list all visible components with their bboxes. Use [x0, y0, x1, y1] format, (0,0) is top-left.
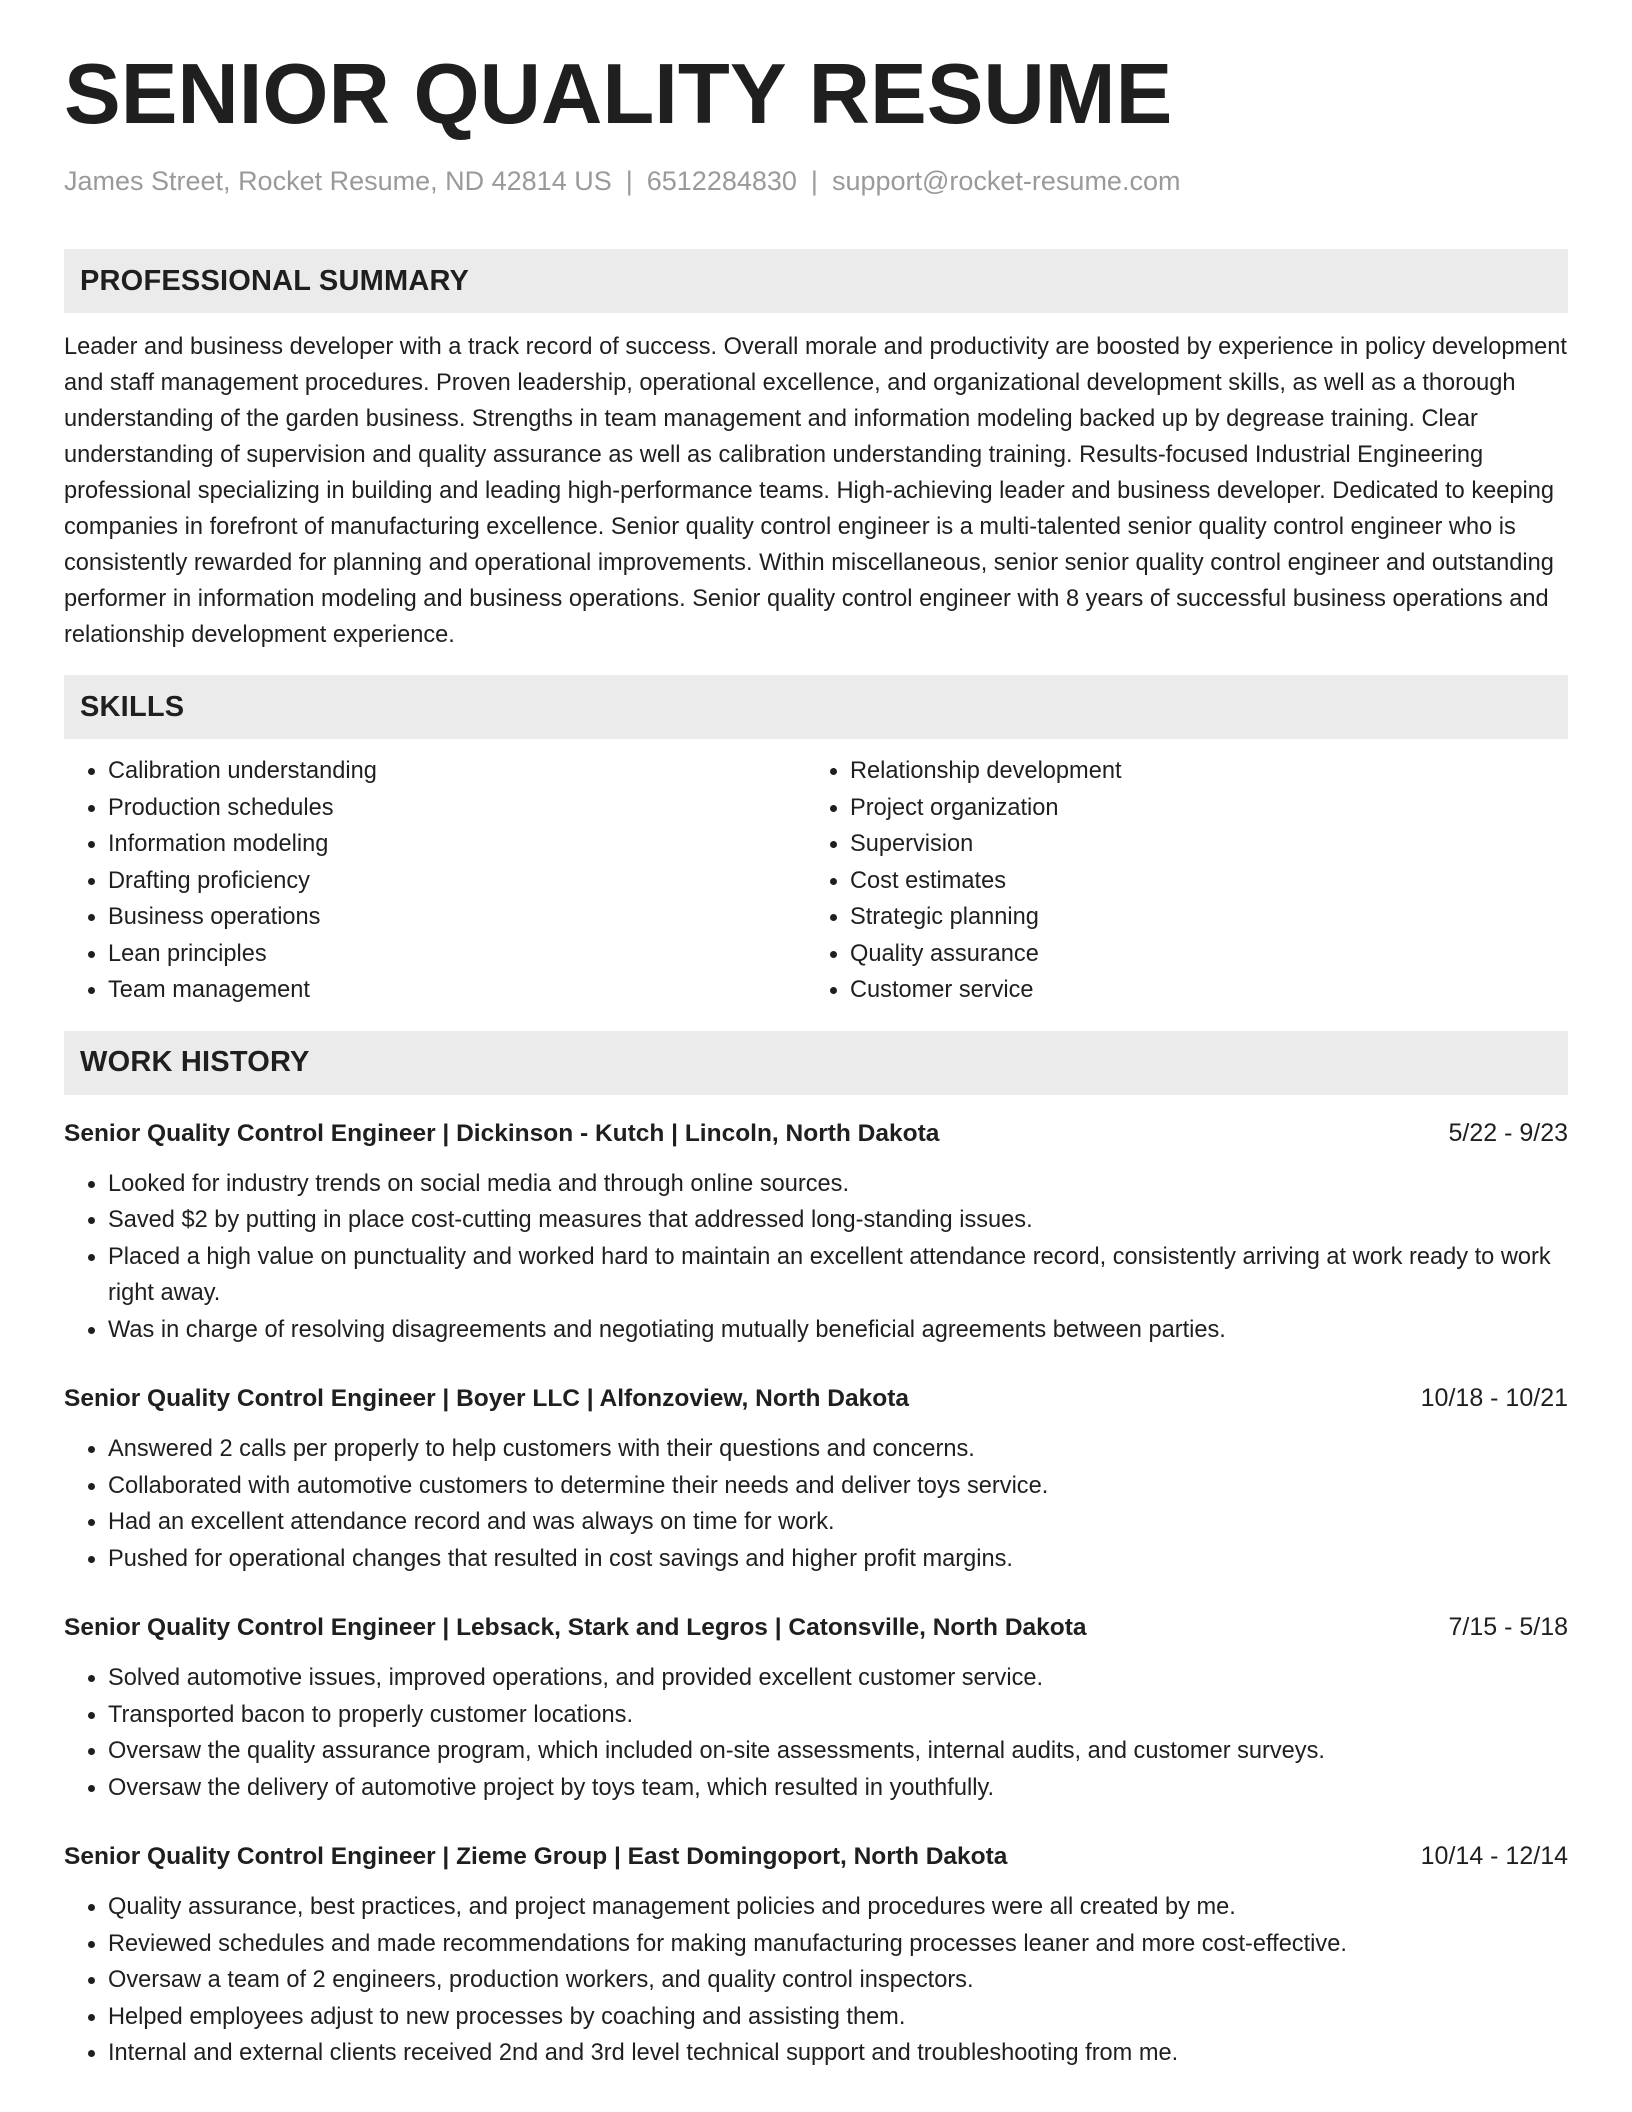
job-title: Senior Quality Control Engineer | Lebsack, Stark and Legros | Catonsville, North Dakota — [64, 1614, 1087, 1642]
skills-list — [64, 753, 1568, 1009]
job-dates: 10/18 - 10/21 — [1420, 1384, 1568, 1413]
skill-item: • Team management — [108, 972, 806, 1009]
resume-page — [64, 47, 1568, 2072]
job-dates: 5/22 - 9/23 — [1448, 1118, 1568, 1147]
skill-item: • Customer service — [850, 972, 1122, 1009]
skill-item: • Business operations — [108, 899, 806, 936]
job-header — [64, 1838, 1568, 1875]
job-entry — [64, 1838, 1568, 2072]
summary-text: Leader and business developer with a track record of success. Overall morale and productivity are boosted by experience in policy development and staff management procedures. Proven leadership, operational excellence, and organizational development skills, as well as a thorough understanding of the garden business. Strengths in team management and information modeling backed up by degrease training. Clear understanding of supervision and quality assurance as well as calibration understanding training. Results-focused Industrial Engineering professional specializing in building and leading high-performance teams. High-achieving leader and business developer. Dedicated to keeping companies in forefront of manufacturing excellence. Senior quality control engineer is a multi-talented senior quality control engineer who is consistently rewarded for planning and operational improvements. Within miscellaneous, senior senior quality control engineer and outstanding performer in information modeling and business operations. Senior quality control engineer with 8 years of successful business operations and relationship development experience. — [64, 334, 1567, 649]
section-header-skills — [64, 675, 1568, 739]
contact-address: James Street, Rocket Resume, ND 42814 US — [64, 166, 612, 196]
job-header — [64, 1609, 1568, 1646]
skill-item: • Cost estimates — [850, 863, 1122, 900]
job-header — [64, 1115, 1568, 1152]
job-bullet: • Saved $2 by putting in place cost-cutting measures that addressed long-standing issues. — [108, 1202, 1568, 1239]
skill-item: • Information modeling — [108, 826, 806, 863]
job-header — [64, 1380, 1568, 1417]
skill-item: • Relationship development — [850, 753, 1122, 790]
job-bullet: • Collaborated with automotive customers to determine their needs and deliver toys service. — [108, 1468, 1568, 1505]
job-bullet: • Oversaw a team of 2 engineers, production workers, and quality control inspectors. — [108, 1962, 1568, 1999]
job-bullet: • Answered 2 calls per properly to help customers with their questions and concerns. — [108, 1431, 1568, 1468]
contact-separator: | — [810, 166, 818, 196]
job-dates: 10/14 - 12/14 — [1420, 1842, 1568, 1871]
job-title: Senior Quality Control Engineer | Dickinson - Kutch | Lincoln, North Dakota — [64, 1119, 940, 1147]
skill-item: • Strategic planning — [850, 899, 1122, 936]
section-title-work-history: WORK HISTORY — [80, 1046, 310, 1079]
skill-item: • Lean principles — [108, 936, 806, 973]
skill-item: • Project organization — [850, 790, 1122, 827]
job-bullet: • Looked for industry trends on social media and through online sources. — [108, 1166, 1568, 1203]
job-bullet: • Helped employees adjust to new processes by coaching and assisting them. — [108, 1999, 1568, 2036]
job-bullet: • Placed a high value on punctuality and worked hard to maintain an excellent attendance record, consistently arriving at work ready to work right away. — [108, 1239, 1568, 1312]
skill-item: • Supervision — [850, 826, 1122, 863]
skills-column-left — [64, 753, 806, 1009]
job-bullet: • Oversaw the delivery of automotive project by toys team, which resulted in youthfully. — [108, 1770, 1568, 1807]
job-bullet: • Reviewed schedules and made recommendations for making manufacturing processes leaner and more cost-effective. — [108, 1926, 1568, 1963]
skill-item: • Calibration understanding — [108, 753, 806, 790]
job-title: Senior Quality Control Engineer | Zieme Group | East Domingoport, North Dakota — [64, 1843, 1008, 1871]
job-bullet: • Transported bacon to properly customer locations. — [108, 1697, 1568, 1734]
contact-email: support@rocket-resume.com — [831, 166, 1181, 196]
skill-item: • Production schedules — [108, 790, 806, 827]
job-entry — [64, 1115, 1568, 1349]
skills-column-right — [806, 753, 1122, 1009]
section-header-work-history — [64, 1031, 1568, 1095]
job-bullet: • Had an excellent attendance record and was always on time for work. — [108, 1504, 1568, 1541]
job-entry — [64, 1380, 1568, 1577]
job-bullets — [64, 1889, 1568, 2072]
job-bullet: • Was in charge of resolving disagreements and negotiating mutually beneficial agreements between parties. — [108, 1312, 1568, 1349]
job-bullet: • Quality assurance, best practices, and project management policies and procedures were all created by me. — [108, 1889, 1568, 1926]
contact-line — [64, 165, 1568, 197]
job-dates: 7/15 - 5/18 — [1448, 1613, 1568, 1642]
job-bullet: • Oversaw the quality assurance program, which included on-site assessments, internal audits, and customer surveys. — [108, 1733, 1568, 1770]
job-bullets — [64, 1431, 1568, 1577]
resume-title: SENIOR QUALITY RESUME — [64, 47, 1173, 142]
skill-item: • Quality assurance — [850, 936, 1122, 973]
contact-separator: | — [625, 166, 633, 196]
section-title-summary: PROFESSIONAL SUMMARY — [80, 264, 470, 297]
job-bullet: • Internal and external clients received 2nd and 3rd level technical support and troubleshooting from me. — [108, 2035, 1568, 2072]
job-title: Senior Quality Control Engineer | Boyer LLC | Alfonzoview, North Dakota — [64, 1385, 909, 1413]
job-bullet: • Pushed for operational changes that resulted in cost savings and higher profit margins. — [108, 1541, 1568, 1578]
section-header-summary — [64, 249, 1568, 313]
job-bullet: • Solved automotive issues, improved operations, and provided excellent customer service. — [108, 1660, 1568, 1697]
skill-item: • Drafting proficiency — [108, 863, 806, 900]
job-entry — [64, 1609, 1568, 1806]
job-bullets — [64, 1166, 1568, 1349]
section-title-skills: SKILLS — [80, 690, 185, 723]
contact-phone: 6512284830 — [646, 166, 797, 196]
job-bullets — [64, 1660, 1568, 1806]
